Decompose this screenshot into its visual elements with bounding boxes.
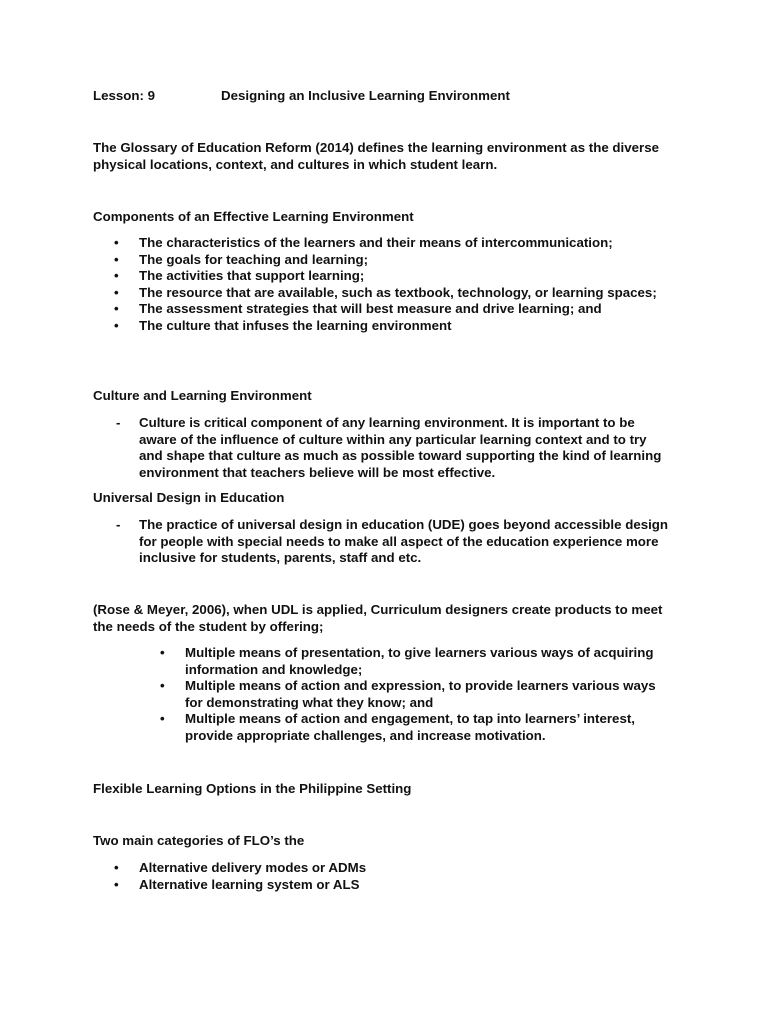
universal-text: The practice of universal design in education (UDE) goes beyond accessible design for people with special needs to make all aspect of the education experience more inclusive for students, parents, staff and etc. — [139, 517, 669, 566]
list-item: • Multiple means of presentation, to give learners various ways of acquiring information and knowledge; — [160, 645, 654, 677]
bullet-icon: • — [160, 678, 165, 694]
bullet-icon: • — [160, 711, 165, 727]
list-item: • Multiple means of action and engagement, to tap into learners’ interest, provide appropriate challenges, and increase motivation. — [160, 711, 635, 743]
lesson-number: Lesson: 9 — [93, 88, 156, 103]
bullet-icon: • — [114, 268, 119, 284]
culture-dash-item — [93, 415, 673, 481]
components-list — [93, 235, 673, 335]
list-item: • Alternative delivery modes or ADMs — [114, 860, 367, 875]
bullet-icon: • — [114, 251, 119, 267]
bullet-icon: • — [114, 317, 119, 333]
list-item: • The characteristics of the learners and their means of intercommunication; — [114, 235, 613, 250]
dash-icon: - — [116, 415, 121, 430]
dash-icon: - — [116, 517, 121, 532]
list-item: • Alternative learning system or ALS — [114, 876, 360, 892]
udl-intro-paragraph: (Rose & Meyer, 2006), when UDL is applied, Curriculum designers create products to meet the needs of the student by offering; — [93, 602, 663, 634]
culture-heading: Culture and Learning Environment — [93, 388, 312, 403]
list-item: • The resource that are available, such as textbook, technology, or learning spaces; — [114, 284, 657, 300]
list-item: • Multiple means of action and expression, to provide learners various ways for demonstrating what they know; and — [160, 678, 656, 710]
bullet-icon: • — [160, 645, 165, 660]
bullet-icon: • — [114, 876, 119, 892]
bullet-icon: • — [114, 301, 119, 317]
universal-heading: Universal Design in Education — [93, 490, 285, 505]
list-item: • The culture that infuses the learning environment — [114, 317, 452, 333]
flexible-subheading: Two main categories of FLO’s the — [93, 833, 305, 848]
list-item: • The goals for teaching and learning; — [114, 251, 369, 267]
lesson-title: Designing an Inclusive Learning Environment — [221, 88, 510, 103]
udl-list — [139, 645, 673, 745]
flexible-list — [93, 860, 673, 893]
components-heading: Components of an Effective Learning Environment — [93, 209, 414, 224]
culture-text: Culture is critical component of any learning environment. It is important to be aware of the influence of culture within any particular learning context and to try and shape that culture as much as possible toward supporting the kind of learning environment that teachers believe will be most effective. — [139, 415, 662, 480]
intro-paragraph: The Glossary of Education Reform (2014) defines the learning environment as the diverse physical locations, context, and cultures in which student learn. — [93, 140, 660, 172]
bullet-icon: • — [114, 860, 119, 875]
flexible-heading: Flexible Learning Options in the Philippine Setting — [93, 781, 412, 796]
list-item: • The activities that support learning; — [114, 268, 365, 284]
list-item: • The assessment strategies that will best measure and drive learning; and — [114, 301, 602, 317]
bullet-icon: • — [114, 235, 119, 250]
bullet-icon: • — [114, 284, 119, 300]
universal-dash-item — [93, 517, 673, 567]
